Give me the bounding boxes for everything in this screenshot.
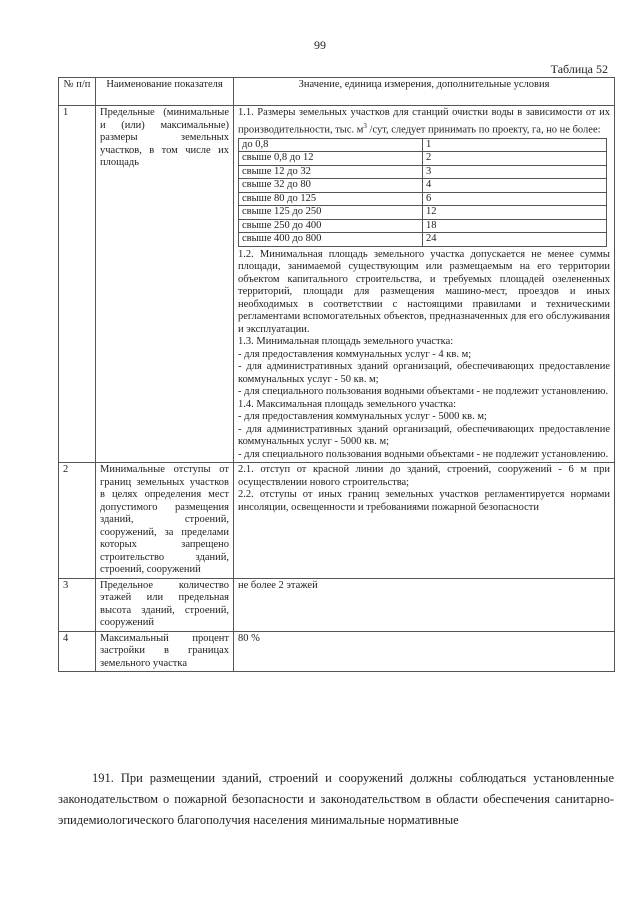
table-row (59, 106, 615, 463)
table-header-row (59, 78, 615, 106)
size-row: свыше 250 до 400 18 (239, 219, 607, 233)
size-row: свыше 400 до 800 24 (239, 233, 607, 247)
size-row: до 0,8 1 (239, 138, 607, 152)
clause-1-4-item: - для специального пользования водными объектами - не подлежит установлению. (238, 448, 609, 460)
row-4-num: 4 (59, 631, 96, 672)
row-1-name: Предельные (минимальные и (или) максимальные) размеры земельных участков, в том числе их площадь (96, 106, 234, 463)
table-row (59, 631, 615, 672)
size-row: свыше 12 до 32 3 (239, 165, 607, 179)
row-3-name: Предельное количество этажей или предельная высота зданий, строений, сооружений (96, 578, 234, 631)
clause-1-2: 1.2. Минимальная площадь земельного участка допускается не менее суммы площади, занимаемой существующим или размещаемым на его территории объектом капитального строительства, и требуемых площадей озелененных территорий, площади для размещения машино-мест, проездов и иных необходимых в соответствии с настоящими правилами и техническими регламентами вспомогательных объектов, предназначенных для его обслуживания и эксплуатации. (238, 248, 610, 335)
row-4-value: 80 % (234, 631, 615, 672)
clause-1-3-item: - для специального пользования водными объектами - не подлежит установлению. (238, 386, 609, 397)
row-2-num: 2 (59, 463, 96, 579)
header-name: Наименование показателя (96, 78, 234, 106)
row-1-num: 1 (59, 106, 96, 463)
size-row: свыше 0,8 до 12 2 (239, 152, 607, 166)
table-row (59, 463, 615, 579)
clause-1-1: 1.1. Размеры земельных участков для станций очистки воды в зависимости от их производительности, тыс. $м^3$ /сут, следует принимать по проекту, га, но не более: (238, 107, 610, 135)
row-4-name: Максимальный процент застройки в границах земельного участка (96, 631, 234, 672)
paragraph-191 (58, 768, 614, 831)
clause-2-1: 2.1. отступ от красной линии до зданий, строений, сооружений - 6 м при осуществлении нового строительства; (238, 464, 610, 488)
clause-1-3-title: 1.3. Минимальная площадь земельного участка: (238, 336, 454, 347)
size-table (238, 138, 607, 247)
table-row (59, 578, 615, 631)
row-3-num: 3 (59, 578, 96, 631)
size-row: свыше 32 до 80 4 (239, 179, 607, 193)
clause-1-4-item: - для предоставления коммунальных услуг - 5000 кв. м; (238, 411, 487, 422)
clause-1-4-title: 1.4. Максимальная площадь земельного участка: (238, 398, 457, 410)
table-caption: Таблица 52 (550, 62, 608, 76)
row-3-value: не более 2 этажей (234, 578, 615, 631)
page-number: 99 (314, 38, 326, 52)
row-2-value (234, 463, 615, 579)
regulations-table (58, 77, 615, 672)
row-2-name: Минимальные отступы от границ земельных участков в целях определения мест допустимого размещения зданий, строений, сооружений, за пределами которых запрещено строительство зданий, строений, сооружений (96, 463, 234, 579)
size-row: свыше 80 до 125 6 (239, 192, 607, 206)
header-value: Значение, единица измерения, дополнительные условия (234, 78, 615, 106)
clause-1-4-item: - для административных зданий организаций, обеспечивающих предоставление коммунальных услуг - 5000 кв. м; (238, 423, 610, 447)
size-row: свыше 125 до 250 12 (239, 206, 607, 220)
clause-2-2: 2.2. отступы от иных границ земельных участков регламентируется нормами инсоляции, освещенности и требованиями пожарной безопасности (238, 489, 610, 513)
clause-1-3-item: - для административных зданий организаций, обеспечивающих предоставление коммунальных услуг - 50 кв. м; (238, 361, 610, 385)
clause-1-3-item: - для предоставления коммунальных услуг - 4 кв. м; (238, 348, 472, 360)
row-1-value (234, 106, 615, 463)
paragraph-191-text: 191. При размещении зданий, строений и сооружений должны соблюдаться установленные законодательством о пожарной безопасности и законодательством в области обеспечения санитарно-эпидемиологического благополучия населения минимальные нормативные (58, 771, 614, 827)
header-num: № п/п (59, 78, 96, 106)
